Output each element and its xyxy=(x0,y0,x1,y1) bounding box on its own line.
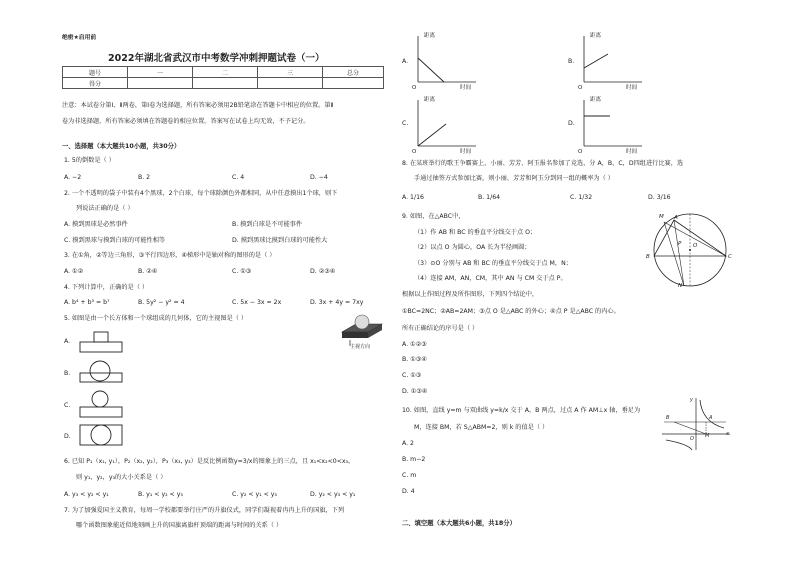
notice-line: 卷为非选择题，所有答案必须填在答题卷的相应位置。答案写在试卷上均无效，不予记分。 xyxy=(62,118,310,125)
q6-option-c: C. y₂ < y₁ < y₃ xyxy=(232,491,277,498)
q10-stem: M，连接 BM，若 S△ABM=2，则 k 的值是（ ） xyxy=(414,424,549,431)
q10-label-b: B xyxy=(666,415,670,421)
q10-label-y: y xyxy=(690,397,693,403)
q10-label-m: M xyxy=(705,433,710,439)
q9-label-c: C xyxy=(728,254,732,260)
graph-b-y-label: 距离 xyxy=(590,33,602,39)
page-title: 2022年湖北省武汉市中考数学冲刺押题试卷（一） xyxy=(108,53,325,64)
graph-c-label: C. xyxy=(402,120,409,127)
q9-option-d: D. ①③④ xyxy=(402,388,428,395)
q9-label-o: O xyxy=(693,243,698,249)
secret-tag: 绝密★启用前 xyxy=(62,35,97,41)
q6-option-d: D. y₂ < y₃ < y₁ xyxy=(310,491,356,498)
score-header-cell: 二 xyxy=(193,67,258,78)
graph-a-x-label: 时间 xyxy=(460,85,472,91)
q9-option-a: A. ①②③ xyxy=(402,341,427,348)
q9-label-m: M xyxy=(659,214,664,220)
q9-option-b: B. ①③④ xyxy=(402,356,427,363)
q4-option-d: D. 3x + 4y = 7xy xyxy=(310,299,364,306)
q1-option-c: C. 4 xyxy=(232,174,245,181)
q2-option-c: C. 摸到黑球与摸到白球的可能性相等 xyxy=(64,237,166,244)
q1-option-b: B. 2 xyxy=(138,174,151,181)
q6-stem: 6. 已知 P₁（x₁, y₁），P₂（x₂, y₂），P₃（x₃, y₃）是反比例函数y=3/x的图象上的三点，且 x₁<x₂<0<x₃， xyxy=(64,458,355,465)
graph-d-label: D. xyxy=(568,120,575,127)
q2-stem: 2. 一个不透明的袋子中装有4个黑球，2个白球，每个球除颜色外都相同，从中任意摸出1个球，则下 xyxy=(64,190,338,197)
graph-c-y-label: 距离 xyxy=(424,97,436,103)
graph-b-label: B. xyxy=(568,58,575,65)
q6-option-b: B. y₁ < y₂ < y₃ xyxy=(138,491,183,498)
q10-option-a: A. 2 xyxy=(402,440,414,447)
q3-stem: 3. 在①角，②等边三角形，③平行四边形，④梯形中是轴对称的图形的是（ ） xyxy=(64,252,276,259)
q5-view-d-figure xyxy=(78,422,128,448)
q7-stem: 哪个函数图象能近似地刻画上升的国旗离旗杆顶端的距离与时间的关系（ ） xyxy=(76,522,283,529)
q5-stem: 5. 如图是由一个长方体和一个球组成的几何体，它的主视图是（ ） xyxy=(64,315,248,322)
graph-d-x-label: 时间 xyxy=(626,149,638,155)
q3-option-a: A. ①② xyxy=(64,268,84,275)
graph-a-y-label: 距离 xyxy=(424,33,436,39)
graph-a-label: A. xyxy=(402,58,409,65)
q5-view-c-figure xyxy=(78,390,128,420)
q10-option-d: D. 4 xyxy=(402,488,415,495)
q5-option-c: C. xyxy=(64,402,71,409)
q4-option-b: B. 5y² − y² = 4 xyxy=(138,299,185,306)
q2-option-d: D. 摸到黑球比摸到白球的可能性大 xyxy=(232,237,328,244)
q8-stem: 8. 在某班举行的歌王争霸赛上，小丽、芳芳、阿玉报名参加了竞选，分 A，B，C，D四组进行比赛，选 xyxy=(402,160,684,167)
q9-step: （1）作 AB 和 BC 的垂直平分线交于点 O； xyxy=(414,229,537,236)
q6-stem: 则 y₁，y₂，y₃的大小关系是（ ） xyxy=(76,474,167,481)
q9-step: （2）以点 O 为圆心，OA 长为半径画圆； xyxy=(414,244,531,251)
q5-view-direction: 主视方向 xyxy=(350,344,371,350)
q9-label-a: A xyxy=(674,215,678,221)
graph-b-x-label: 时间 xyxy=(626,85,638,91)
q5-option-a: A. xyxy=(64,338,71,345)
q4-stem: 4. 下列计算中，正确的是（ ） xyxy=(64,284,149,291)
q4-option-c: C. 5x − 3x = 2x xyxy=(232,299,282,306)
score-cell xyxy=(323,78,384,89)
q2-option-b: B. 摸到白球是不可能事件 xyxy=(232,221,303,228)
q1-stem: 1. 5的倒数是（ ） xyxy=(64,157,115,164)
q8-option-c: C. 1/32 xyxy=(570,194,593,201)
q9-step: （4）连接 AM，AN，CM，其中 AN 与 CM 交于点 P。 xyxy=(414,275,567,282)
q9-option-c: C. ①③ xyxy=(402,372,422,379)
q10-label-o: O xyxy=(690,436,694,442)
score-table xyxy=(62,66,384,89)
q3-option-c: C. ①③ xyxy=(232,268,252,275)
q1-option-a: A. −2 xyxy=(64,174,82,181)
graph-a xyxy=(410,32,480,90)
q10-option-b: B. m−2 xyxy=(402,456,426,463)
graph-c xyxy=(410,96,480,154)
graph-c-x-label: 时间 xyxy=(460,149,472,155)
q5-view-b-figure xyxy=(78,358,128,384)
score-label-cell: 得分 xyxy=(63,78,128,89)
q2-stem: 列说法正确的是（ ） xyxy=(76,205,134,212)
q10-option-c: C. m xyxy=(402,472,417,479)
q5-view-a-figure xyxy=(78,330,128,354)
graph-d-origin: O xyxy=(578,149,583,155)
section-heading: 二、填空题（本大题共6小题，共18分） xyxy=(402,520,516,527)
graph-b-origin: O xyxy=(578,85,583,91)
q2-option-a: A. 摸到黑球是必然事件 xyxy=(64,221,128,228)
q9-circle-figure xyxy=(644,206,736,290)
q8-stem: 手通过抽签方式参加比赛，则小丽、芳芳和阿玉分到同一组的概率为（ ） xyxy=(414,175,614,182)
score-header-cell: 总分 xyxy=(323,67,384,78)
q3-option-d: D. ②③④ xyxy=(310,268,336,275)
section-heading: 一、选择题（本大题共10小题，共30分） xyxy=(62,143,181,150)
q10-hyperbola-figure xyxy=(660,396,732,452)
score-cell xyxy=(128,78,193,89)
score-cell xyxy=(193,78,258,89)
q9-step: （3）⊙O 分别与 AB 和 BC 的垂直平分线交于点 M，N； xyxy=(414,260,572,267)
q5-option-d: D. xyxy=(64,433,71,440)
q8-option-d: D. 3/16 xyxy=(648,194,671,201)
notice-line: 注意：本试卷分第Ⅰ、Ⅱ两卷，第Ⅰ卷为选择题，所有答案必须用2B铅笔涂在答题卡中相应的位置。第Ⅱ xyxy=(62,102,334,109)
q8-option-a: A. 1/16 xyxy=(402,194,424,201)
graph-c-origin: O xyxy=(412,149,417,155)
q10-stem: 10. 如图，直线 y=m 与双曲线 y=k/x 交于 A，B 两点，过点 A 作 AM⊥x 轴，垂足为 xyxy=(402,407,641,414)
score-header-cell: 三 xyxy=(258,67,323,78)
q9-ask: 所有正确结论的序号是（ ） xyxy=(402,325,479,332)
q9-label-n: N xyxy=(678,283,683,289)
q5-option-b: B. xyxy=(64,370,71,377)
q9-info: 根据以上作图过程及所作图形，下列四个结论中， xyxy=(402,291,539,298)
q7-stem: 7. 为了加强爱国主义教育，每周一学校都要举行庄严的升旗仪式，同学们凝视着冉冉上升的国旗，下列 xyxy=(64,507,345,514)
score-cell xyxy=(258,78,323,89)
score-header-cell: 一 xyxy=(128,67,193,78)
q9-label-p: P xyxy=(678,241,682,247)
q9-label-b: B xyxy=(646,254,650,260)
graph-d-y-label: 距离 xyxy=(590,97,602,103)
q8-option-b: B. 1/64 xyxy=(478,194,501,201)
q6-option-a: A. y₃ < y₂ < y₁ xyxy=(64,491,109,498)
q3-option-b: B. ②④ xyxy=(138,268,158,275)
q9-stem: 9. 如图，在△ABC中， xyxy=(402,213,465,220)
q10-label-a: A xyxy=(709,415,713,421)
score-header-cell: 题号 xyxy=(63,67,128,78)
graph-a-origin: O xyxy=(412,85,417,91)
q9-conclusions: ①BC=2NC；②AB=2AM；③点 O 是△ABC 的外心；④点 P 是△ABC 的内心。 xyxy=(402,308,620,315)
q4-option-a: A. b⁴ + b³ = b⁷ xyxy=(64,299,110,306)
graph-b xyxy=(576,32,646,90)
graph-d xyxy=(576,96,646,154)
q10-label-x: x xyxy=(726,431,729,437)
q1-option-d: D. −4 xyxy=(310,174,328,181)
